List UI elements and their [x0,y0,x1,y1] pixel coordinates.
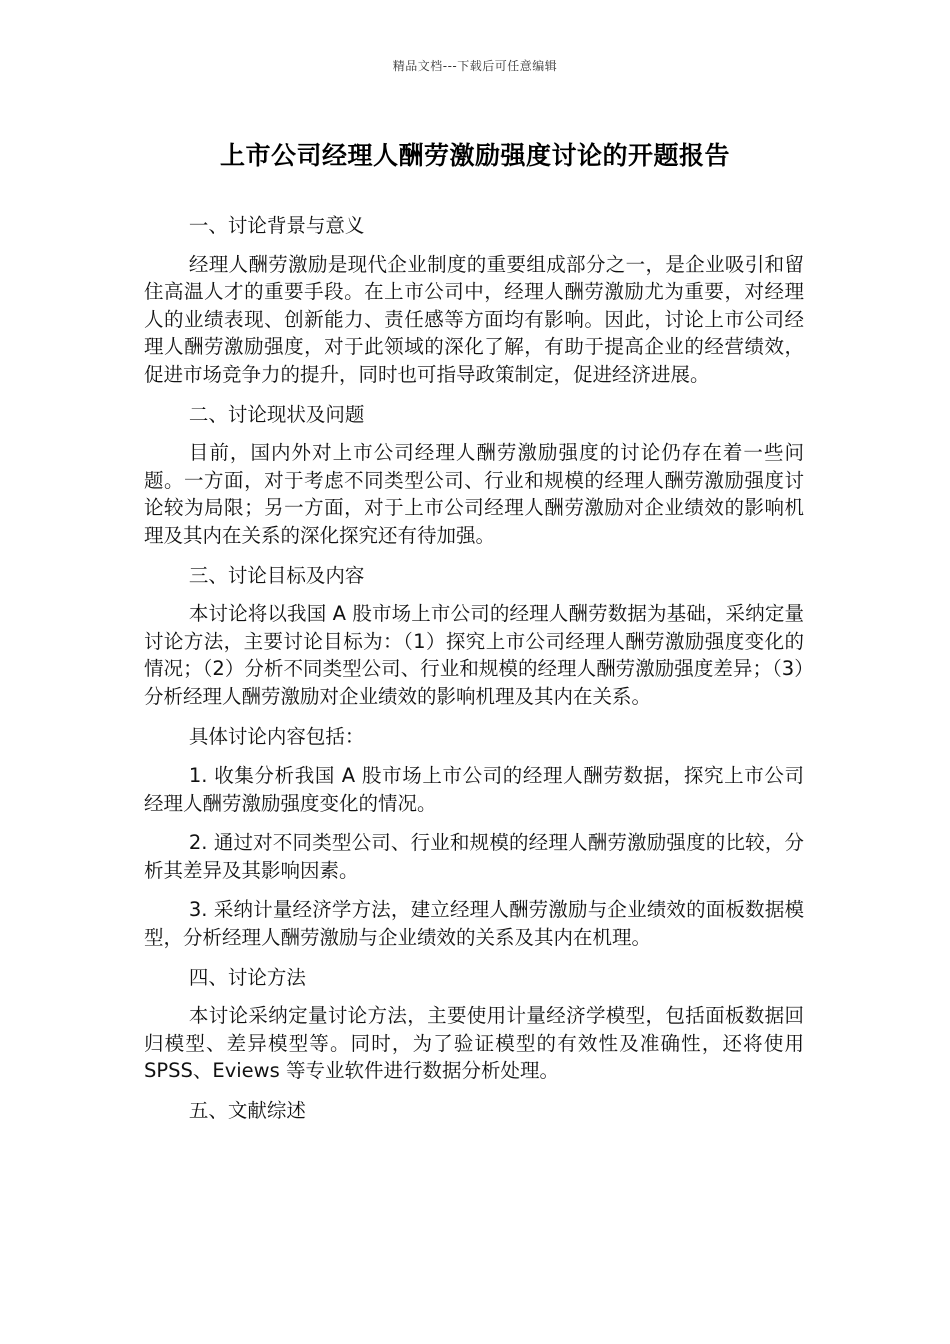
section-heading-goals: 三、讨论目标及内容 [188,563,365,587]
section-heading-literature: 五、文献综述 [188,1099,306,1123]
list-item-1: 1. 收集分析我国 A 股市场上市公司的经理人酬劳数据，探究上市公司经理人酬劳激励强度变化的情况。 [144,764,804,815]
section-heading-methods: 四、讨论方法 [188,965,306,989]
paragraph-background: 经理人酬劳激励是现代企业制度的重要组成部分之一，是企业吸引和留住高温人才的重要手段。在上市公司中，经理人酬劳激励尤为重要，对经理人的业绩表现、创新能力、责任感等方面均有影响。因此，讨论上市公司经理人酬劳激励强度，对于此领域的深化了解，有助于提高企业的经营绩效，促进市场竞争力的提升，同时也可指导政策制定，促进经济进展。 [144,252,804,386]
list-item-3: 3. 采纳计量经济学方法，建立经理人酬劳激励与企业绩效的面板数据模型，分析经理人酬劳激励与企业绩效的关系及其内在机理。 [144,898,804,950]
document-title: 上市公司经理人酬劳激励强度讨论的开题报告 [219,141,730,170]
paragraph-status: 目前，国内外对上市公司经理人酬劳激励强度的讨论仍存在着一些问题。一方面，对于考虑不同类型公司、行业和规模的经理人酬劳激励强度讨论较为局限；另一方面，对于上市公司经理人酬劳激励对企业绩效的影响机理及其内在关系的深化探究还有待加强。 [144,441,804,547]
paragraph-content-intro: 具体讨论内容包括： [188,724,365,748]
paragraph-methods: 本讨论采纳定量讨论方法，主要使用计量经济学模型，包括面板数据回归模型、差异模型等。同时，为了验证模型的有效性及准确性，还将使用 SPSS、Eviews 等专业软件进行数据分析处理。 [144,1004,804,1083]
list-item-2: 2. 通过对不同类型公司、行业和规模的经理人酬劳激励强度的比较，分析其差异及其影响因素。 [144,831,804,882]
paragraph-goals: 本讨论将以我国 A 股市场上市公司的经理人酬劳数据为基础，采纳定量讨论方法，主要讨论目标为：（1）探究上市公司经理人酬劳激励强度变化的情况；（2）分析不同类型公司、行业和规模的经理人酬劳激励强度差异；（3）分析经理人酬劳激励对企业绩效的影响机理及其内在关系。 [144,602,804,708]
section-heading-status: 二、讨论现状及问题 [188,402,365,426]
section-heading-background: 一、讨论背景与意义 [188,214,365,237]
document-body [144,212,804,1136]
page-header: 精品文档---下载后可任意编辑 [392,59,558,73]
